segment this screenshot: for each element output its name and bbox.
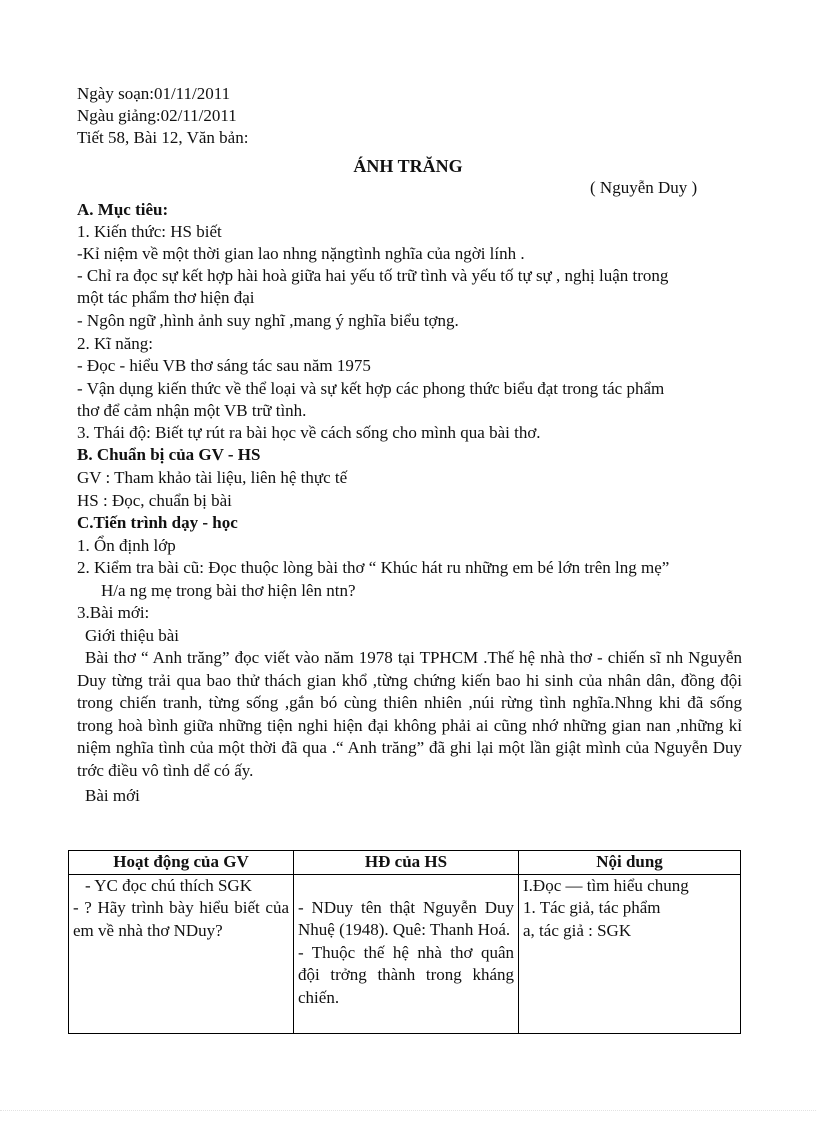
lesson-period: Tiết 58, Bài 12, Văn bản: [77, 128, 249, 147]
page-divider [0, 1110, 816, 1111]
section-b-line: GV : Tham khảo tài liệu, liên hệ thực tế [77, 468, 348, 487]
student-activity-item: - Thuộc thế hệ nhà thơ quân đội trởng thành trong kháng chiến. [298, 942, 514, 1007]
section-c-line: Giới thiệu bài [85, 626, 179, 645]
column-header-content: Nội dung [519, 851, 741, 875]
table-row [69, 874, 741, 1033]
section-c-line: 3.Bài mới: [77, 603, 150, 622]
student-activity-cell [294, 874, 519, 1033]
column-header-teacher: Hoạt động của GV [69, 851, 294, 875]
content-item: a, tác giả : SGK [523, 920, 632, 940]
section-a-line: -Kỉ niệm về một thời gian lao nhng nặngtình nghĩa của ngời lính . [77, 244, 525, 263]
content-item: I.Đọc — tìm hiểu chung [523, 875, 689, 895]
section-a-line: - Ngôn ngữ ,hình ảnh suy nghĩ ,mang ý nghĩa biểu tợng. [77, 311, 459, 330]
section-a-line: - Vận dụng kiến thức về thể loại và sự kết hợp các phong thức biểu đạt trong tác phẩm [77, 379, 665, 398]
column-header-student: HĐ của HS [294, 851, 519, 875]
section-a-line: một tác phẩm thơ hiện đại [77, 288, 255, 307]
section-a-line: - Chỉ ra đọc sự kết hợp hài hoà giữa hai yếu tố trữ tình và yếu tố tự sự , nghị luận trong [77, 266, 669, 285]
section-c-heading: C.Tiến trình dạy - học [77, 513, 238, 532]
content-cell [519, 874, 741, 1033]
teacher-activity-item: - YC đọc chú thích SGK [85, 875, 252, 895]
lesson-teach-date: Ngàu giảng:02/11/2011 [77, 106, 237, 125]
section-c-line: 2. Kiểm tra bài cũ: Đọc thuộc lòng bài thơ “ Khúc hát ru những em bé lớn trên lng mẹ” [77, 558, 670, 577]
teacher-activity-item: - ? Hãy trình bày hiểu biết của em về nhà thơ NDuy? [73, 898, 289, 940]
section-a-line: 1. Kiến thức: HS biết [77, 222, 222, 241]
section-a-heading: A. Mục tiêu: [77, 200, 169, 219]
author-name: ( Nguyễn Duy ) [590, 178, 698, 197]
section-a-line: thơ để cảm nhận một VB trữ tình. [77, 401, 307, 420]
student-activity-item: - NDuy tên thật Nguyễn Duy Nhuệ (1948). Quê: Thanh Hoá. [298, 897, 514, 939]
section-c-line: H/a ng mẹ trong bài thơ hiện lên ntn? [101, 581, 356, 600]
lesson-prep-date: Ngày soạn:01/11/2011 [77, 84, 231, 103]
teacher-activity-cell [69, 874, 294, 1033]
section-b-heading: B. Chuẩn bị của GV - HS [77, 445, 261, 464]
section-c-line: 1. Ổn định lớp [77, 536, 176, 555]
blank-line [298, 875, 514, 897]
intro-paragraph: Bài thơ “ Anh trăng” đọc viết vào năm 1978 tại TPHCM .Thế hệ nhà thơ - chiến sĩ nh Nguyễn Duy từng trải qua bao thử thách gian khổ ,từng chứng kiến bao hi sinh của nhân dân, đồng đội trong chiến tranh, từng sống ,gắn bó cùng thiên nhiên ,núi rừng tình nghĩa.Nhng khi đã sống trong hoà bình giữa những tiện nghi hiện đại không phải ai cũng nhớ những gian nan ,những kỉ niệm nghĩa tình của một thời đã qua .“ Anh trăng” đã ghi lại một lần giật mình của Nguyễn Duy trớc điều vô tình dể có ấy. [77, 648, 742, 780]
section-a-line: - Đọc - hiểu VB thơ sáng tác sau năm 1975 [77, 356, 371, 375]
section-b-line: HS : Đọc, chuẩn bị bài [77, 491, 232, 510]
new-lesson-label: Bài mới [85, 786, 140, 805]
lesson-plan-table [68, 850, 741, 1034]
section-a-line: 3. Thái độ: Biết tự rút ra bài học về cách sống cho mình qua bài thơ. [77, 423, 541, 442]
section-a-line: 2. Kĩ năng: [77, 334, 154, 353]
table-header-row [69, 851, 741, 875]
document-title: ÁNH TRĂNG [353, 156, 463, 176]
content-item: 1. Tác giả, tác phẩm [523, 898, 661, 917]
